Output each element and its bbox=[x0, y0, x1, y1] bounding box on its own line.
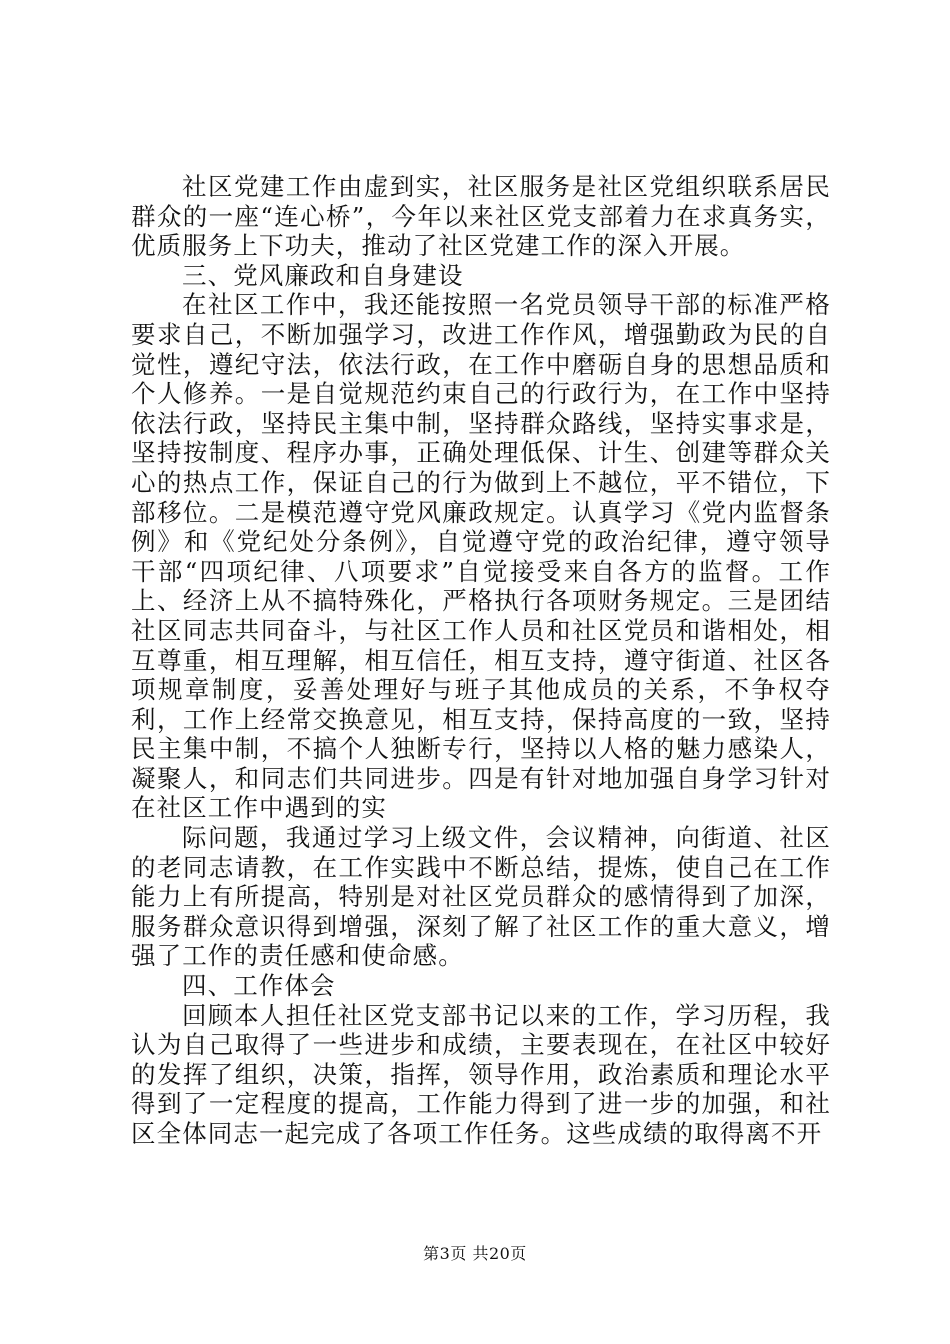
paragraph-self-discipline: 在社区工作中，我还能按照一名党员领导干部的标准严格要求自己，不断加强学习，改进工作作风，增强勤政为民的自觉性，遵纪守法，依法行政，在工作中磨砺自身的思想品质和个人修养。一是自觉规范约束自己的行政行为，在工作中坚持依法行政，坚持民主集中制，坚持群众路线，坚持实事求是，坚持按制度、程序办事，正确处理低保、计生、创建等群众关心的热点工作，保证自己的行为做到上不越位，平不错位，下部移位。二是模范遵守党风廉政规定。认真学习《党内监督条例》和《党纪处分条例》，自觉遵守党的政治纪律，遵守领导干部“四项纪律、八项要求”自觉接受来自各方的监督。工作上、经济上从不搞特殊化，严格执行各项财务规定。三是团结社区同志共同奋斗，与社区工作人员和社区党员和谐相处，相互尊重，相互理解，相互信任，相互支持，遵守街道、社区各项规章制度，妥善处理好与班子其他成员的关系，不争权夺利，工作上经常交换意见，相互支持，保持高度的一致，坚持民主集中制，不搞个人独断专行，坚持以人格的魅力感染人，凝聚人，和同志们共同进步。四是有针对地加强自身学习针对在社区工作中遇到的实 bbox=[131, 290, 831, 823]
paragraph-party-building-service: 社区党建工作由虚到实，社区服务是社区党组织联系居民群众的一座“连心桥”，今年以来社区党支部着力在求真务实，优质服务上下功夫，推动了社区党建工作的深入开展。 bbox=[131, 172, 831, 261]
document-body bbox=[131, 172, 831, 1149]
section-heading-integrity: 三、党风廉政和自身建设 bbox=[182, 260, 464, 290]
paragraph-review: 回顾本人担任社区党支部书记以来的工作，学习历程，我认为自己取得了一些进步和成绩，主要表现在，在社区中较好的发挥了组织，决策，指挥，领导作用，政治素质和理论水平得到了一定程度的提高，工作能力得到了进一步的加强，和社区全体同志一起完成了各项工作任务。这些成绩的取得离不开 bbox=[131, 1000, 831, 1148]
paragraph-practical-problems: 际问题，我通过学习上级文件，会议精神，向街道、社区的老同志请教，在工作实践中不断总结，提炼，使自己在工作能力上有所提高，特别是对社区党员群众的感情得到了加深，服务群众意识得到增强，深刻了解了社区工作的重大意义，增强了工作的责任感和使命感。 bbox=[131, 823, 831, 971]
page-number-footer: 第3页 共20页 bbox=[423, 1244, 527, 1263]
section-heading-reflections: 四、工作体会 bbox=[182, 971, 336, 1001]
